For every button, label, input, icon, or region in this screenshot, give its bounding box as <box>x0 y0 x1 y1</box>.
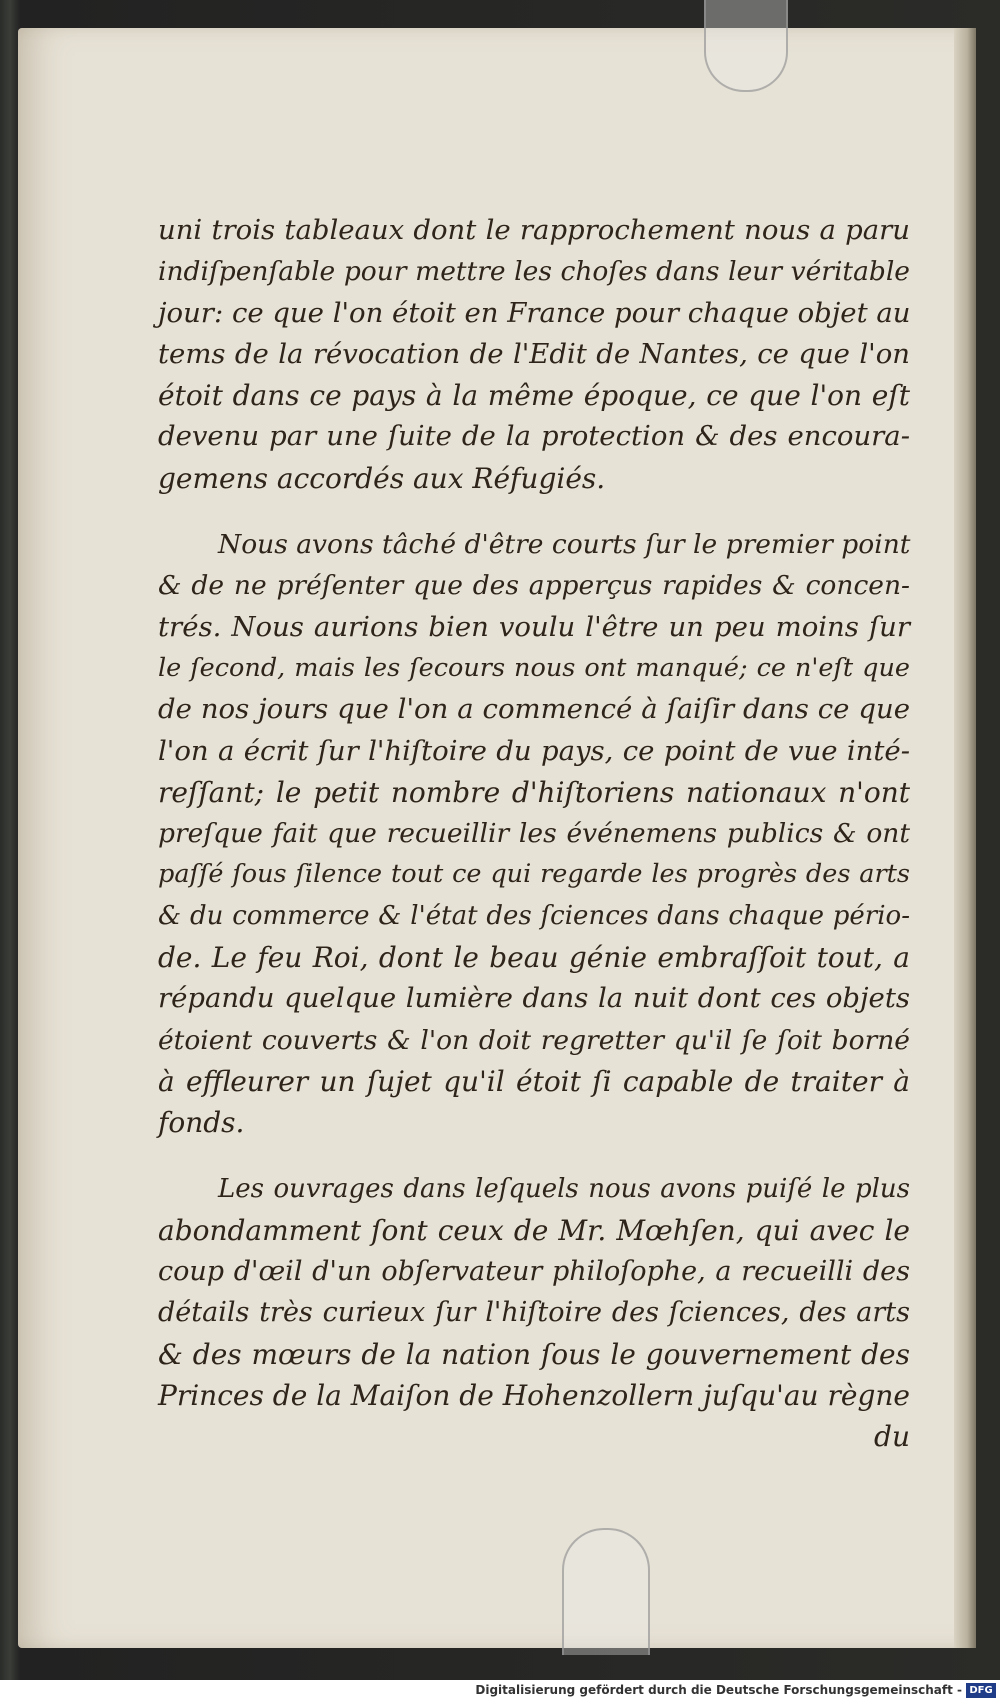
text-line: étoit dans ce pays à la même époque, ce que l'on eſt <box>158 379 910 413</box>
text-line: de nos jours que l'on a commencé à ſaiſir dans ce que <box>158 693 910 726</box>
text-line: trés. Nous aurions bien voulu l'être un peu moins ſur <box>158 610 910 643</box>
text-line: & des mœurs de la nation ſous le gouvernement des <box>158 1337 910 1371</box>
text-line: & de ne préſenter que des apperçus rapides & concen- <box>158 570 910 602</box>
page-clip-bottom <box>562 1528 650 1655</box>
text-line: coup d'œil d'un obſervateur philoſophe, a recueilli des <box>158 1256 910 1288</box>
text-line: reſſant; le petit nombre d'hiſtoriens nationaux n'ont <box>158 775 910 809</box>
text-line: devenu par une ſuite de la protection & des encoura- <box>158 420 910 453</box>
text-line: preſque fait que recueillir les événemens publics & ont <box>158 818 910 850</box>
paragraph-2 <box>158 524 910 1143</box>
text-line: Les ouvrages dans leſquels nous avons puiſé le plus <box>218 1173 910 1204</box>
text-line: détails très curieux ſur l'hiſtoire des ſciences, des arts <box>158 1297 910 1329</box>
page-edge <box>954 28 976 1648</box>
text-line: de. Le feu Roi, dont le beau génie embraſſoit tout, a <box>158 941 910 975</box>
text-line: à effleurer un ſujet qu'il étoit ſi capable de traiter à <box>158 1064 910 1098</box>
text-line: l'on a écrit ſur l'hiſtoire du pays, ce point de vue inté- <box>158 734 910 767</box>
page-text <box>158 210 910 1458</box>
text-line: indiſpenſable pour mettre les choſes dans leur véritable <box>158 256 910 288</box>
text-line: gemens accordés aux Réfugiés. <box>158 461 606 495</box>
text-line: abondamment ſont ceux de Mr. Mœhſen, qui avec le <box>158 1213 910 1247</box>
text-line: fonds. <box>158 1106 245 1140</box>
paragraph-3 <box>158 1169 910 1417</box>
paragraph-1 <box>158 210 910 499</box>
page-clip-top <box>704 0 788 92</box>
text-line: & du commerce & l'état des ſciences dans chaque pério- <box>158 900 910 931</box>
funding-credit: Digitalisierung gefördert durch die Deutsche Forschungsgemeinschaft - <box>475 1683 962 1697</box>
text-line: paſſé ſous ſilence tout ce qui regarde les progrès des arts <box>158 859 910 890</box>
text-line: jour: ce que l'on étoit en France pour chaque objet au <box>158 296 911 329</box>
text-line: Princes de la Maiſon de Hohenzollern juſqu'au règne <box>158 1379 910 1413</box>
text-line: Nous avons tâché d'être courts ſur le premier point <box>218 529 911 561</box>
text-line: uni trois tableaux dont le rapprochement nous a paru <box>158 214 910 246</box>
text-line: tems de la révocation de l'Edit de Nantes, ce que l'on <box>158 337 910 370</box>
catchword: du <box>874 1420 910 1454</box>
dfg-logo-icon: DFG <box>966 1683 996 1698</box>
footer-bar <box>0 1680 1000 1702</box>
text-line: le ſecond, mais les ſecours nous ont manqué; ce n'eſt que <box>158 652 910 683</box>
text-line: étoient couverts & l'on doit regretter qu'il ſe ſoit borné <box>158 1024 910 1056</box>
text-line: répandu quelque lumière dans la nuit dont ces objets <box>158 982 910 1015</box>
